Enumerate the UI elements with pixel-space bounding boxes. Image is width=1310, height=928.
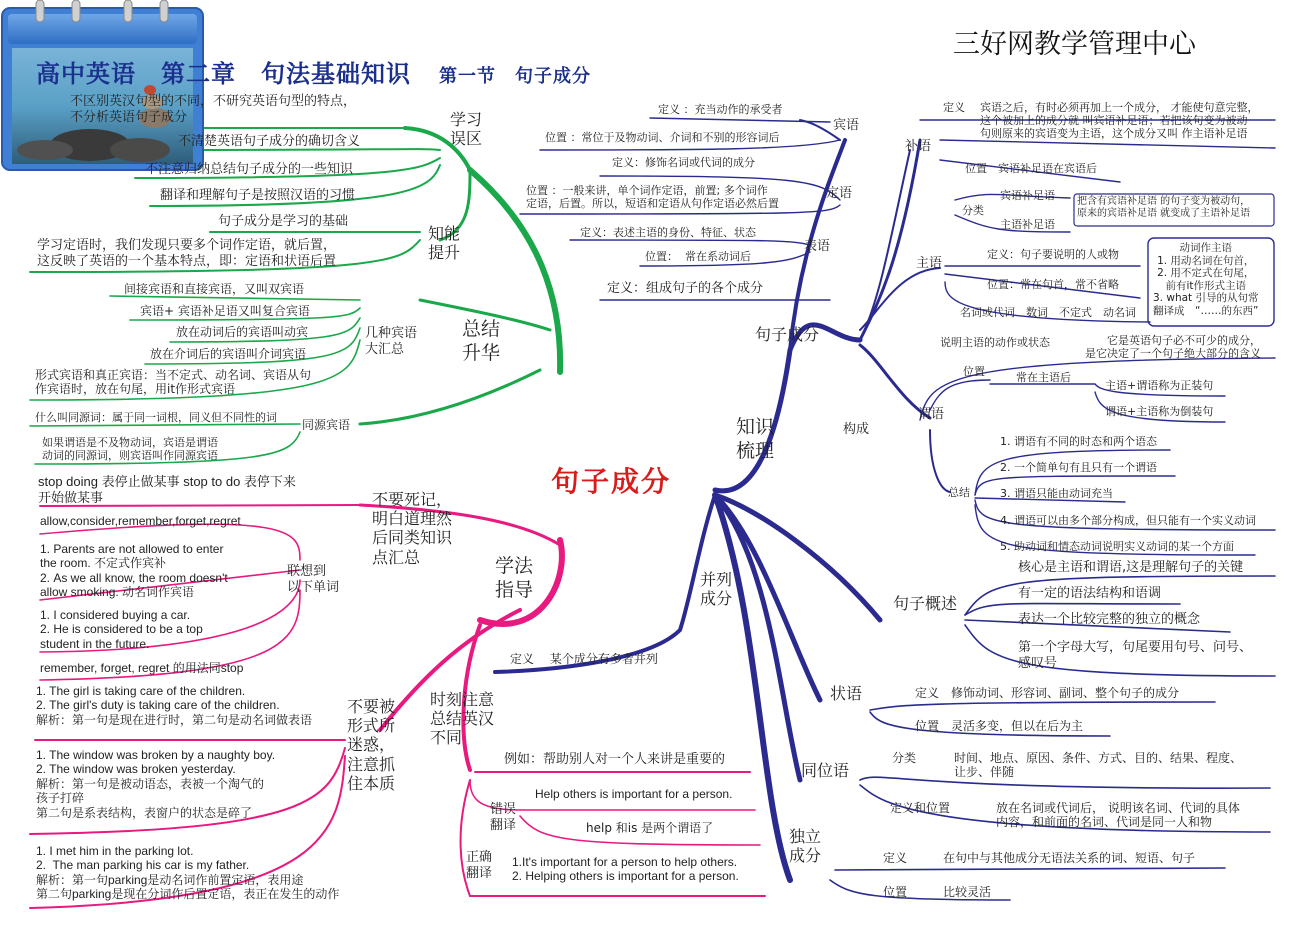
complement-class-note: 把含有宾语补足语 的句子变为被动句， 原来的宾语补足语 就变成了主语补足语 xyxy=(1077,196,1251,219)
pitfall-item: 不区别英汉句型的不同，不研究英语句型的特点， 不分析英语句子成分 xyxy=(70,94,357,125)
wrong-translation-label: 错误 翻译 xyxy=(490,802,517,833)
predicative-item: 位置： 常在系动词后 xyxy=(645,250,751,263)
center-title: 句子成分 xyxy=(550,465,671,498)
overview-item: 表达一个比较完整的独立的概念 xyxy=(1018,612,1201,627)
predicate-desc-text: 它是英语句子必不可少的成分， 是它决定了一个句子绝大部分的含义 xyxy=(1085,334,1261,361)
improve-item: 句子成分是学习的基础 xyxy=(218,214,349,229)
pitfalls-label: 学习 误区 xyxy=(450,110,483,149)
object-item: 宾语+ 宾语补足语又叫复合宾语 xyxy=(140,304,310,318)
stop-note: stop doing 表停止做某事 stop to do 表停下来 开始做某事 xyxy=(38,474,296,505)
subject-kinds: 名词或代词 数词 不定式 动名词 xyxy=(960,306,1136,319)
form-item: 1. I met him in the parking lot. 2. The man parking his car is my father. 解析：第一句parking是动名词作前置定语，表用途 第二句parking是现在分词作后置定语，表正在发生的动作 xyxy=(36,844,340,902)
form-label: 不要被 形式所 迷惑， 注意抓 住本质 xyxy=(347,697,396,793)
branch-method-label: 学法 指导 xyxy=(495,555,534,601)
page-title xyxy=(36,54,591,89)
parallel-def: 定义 某个成分有多者并列 xyxy=(510,652,658,666)
components-definition: 定义：组成句子的各个成分 xyxy=(607,281,764,296)
assoc-label: 联想到 以下单词 xyxy=(287,564,340,595)
parallel-label: 并列 成分 xyxy=(700,570,733,609)
assoc-item: remember, forget, regret 的用法同stop xyxy=(40,661,244,675)
object-item: 放在动词后的宾语叫动宾 xyxy=(176,325,309,339)
complement-def-label: 定义 xyxy=(943,101,965,114)
attributive-item: 定义：修饰名词或代词的成分 xyxy=(612,156,755,169)
adverbial-item: 位置 灵活多变，但以在后为主 xyxy=(915,719,1084,733)
complement-def-text: 宾语之后，有时必须再加上一个成分， 才能使句意完整， 这个被加上的成分就 叫宾语补足语；若把该句变为被动 句则原来的宾语变为主语，这个成分又叫 作主语补足语 xyxy=(980,101,1259,141)
cognate-item: 什么叫同源词：属于同一词根，同义但不同性的词 xyxy=(35,411,277,424)
wrong-translation-item: Help others is important for a person. xyxy=(535,787,733,801)
overview-item: 核心是主语和谓语,这是理解句子的关键 xyxy=(1018,560,1244,575)
appositive-class-text: 时间、地点、原因、条件、方式、目的、结果、程度、 让步、伴随 xyxy=(954,751,1243,780)
adverbial-label: 状语 xyxy=(830,684,863,703)
difference-example: 例如：帮助别人对一个人来讲是重要的 xyxy=(504,752,726,767)
independent-label: 独立 成分 xyxy=(789,827,822,866)
appositive-def-label: 定义和位置 xyxy=(890,801,951,815)
cognate-item: 如果谓语是不及物动词，宾语是谓语 动词的同源词，则宾语叫作同源宾语 xyxy=(42,436,218,463)
predicate-desc-label: 说明主语的动作或状态 xyxy=(940,336,1050,349)
predicate-label: 谓语 xyxy=(918,407,945,422)
subject-item: 定义：句子要说明的人或物 xyxy=(987,248,1119,261)
overview-item: 第一个字母大写，句尾要用句号、问号、 感叹号 xyxy=(1018,640,1253,671)
right-translation-label: 正确 翻译 xyxy=(466,850,493,881)
object-label: 宾语 xyxy=(833,118,860,133)
improve-item: 学习定语时，我们发现只要多个词作定语，就后置， 这反映了英语的一个基本特点，即：定语和状语后置 xyxy=(37,238,337,269)
appositive-label: 同位语 xyxy=(801,761,850,780)
assoc-item: allow,consider,remember,forget,regret xyxy=(40,514,241,528)
subject-label: 主语 xyxy=(916,256,943,271)
components-label: 句子成分 xyxy=(755,325,820,344)
form-item: 1. The window was broken by a naughty boy. 2. The window was broken yesterday. 解析：第一句是被动语态，表被一个淘气的 孩子打碎 第二句是系表结构，表窗户的状态是碎了 xyxy=(36,748,276,820)
complement-position: 位置 宾语补足语在宾语后 xyxy=(965,162,1097,175)
complement-class-item: 主语补足语 xyxy=(1000,218,1055,231)
object-item: 间接宾语和直接宾语，又叫双宾语 xyxy=(124,282,305,296)
object-item: 形式宾语和真正宾语：当不定式、动名词、宾语从句 作宾语时，放在句尾，用it作形式宾语 xyxy=(35,368,312,397)
predicate-sum-item: 2. 一个简单句有且只有一个谓语 xyxy=(1000,461,1157,474)
complement-class-item: 宾语补足语 xyxy=(1000,189,1055,202)
predicate-pos-item: 主语+谓语称为正装句 xyxy=(1105,379,1214,392)
predicate-sum-item: 5. 助动词和情态动词说明实义动词的某一个方面 xyxy=(1000,540,1234,553)
difference-label: 时刻注意 总结英汉 不同 xyxy=(430,690,495,748)
subject-item: 位置：常在句首，常不省略 xyxy=(987,278,1119,291)
branch-summary-label: 总结 升华 xyxy=(462,318,501,364)
object-item: 位置 ：常位于及物动词、介词和不别的形容词后 xyxy=(545,131,780,144)
attributive-item: 位置 ：一般来讲，单个词作定语，前置; 多个词作 定语，后置。所以，短语和定语从句作定语必然后置 xyxy=(526,184,779,211)
predicate-sum-item: 1. 谓语有不同的时态和两个语态 xyxy=(1000,435,1157,448)
predicative-label: 表语 xyxy=(804,239,831,254)
pitfall-item: 不清楚英语句子成分的确切含义 xyxy=(178,134,361,149)
complement-class-label: 分类 xyxy=(962,204,984,217)
predicate-pos-item: 谓语+主语称为倒装句 xyxy=(1105,405,1214,418)
right-translation-item: 1.It's important for a person to help others. 2. Helping others is important for a person. xyxy=(512,855,739,884)
overview-item: 有一定的语法结构和语调 xyxy=(1018,586,1162,601)
predicate-pos-sub: 常在主语后 xyxy=(1016,371,1071,384)
overview-label: 句子概述 xyxy=(893,594,958,613)
assoc-item: 1. Parents are not allowed to enter the room. 不定式作宾补 2. As we all know, the room doesn't allow smoking. 动名词作宾语 xyxy=(40,542,228,600)
constitution-label: 构成 xyxy=(843,422,870,437)
independent-item: 位置 比较灵活 xyxy=(883,885,992,899)
predicate-sum-item: 4. 谓语可以由多个部分构成，但只能有一个实义动词 xyxy=(1000,514,1256,527)
branch-knowledge-label: 知识 梳理 xyxy=(736,416,775,462)
improve-label: 知能 提升 xyxy=(428,224,461,263)
complement-label: 补语 xyxy=(905,139,932,154)
assoc-item: 1. I considered buying a car. 2. He is considered to be a top student in the future. xyxy=(40,608,203,651)
predicate-pos-label: 位置 xyxy=(963,365,985,378)
pitfall-item: 不注意归纳总结句子成分的一些知识 xyxy=(145,162,354,177)
objects-label: 几种宾语 大汇总 xyxy=(365,326,418,357)
appositive-def-text: 放在名词或代词后， 说明该名词、代词的具体 内容，和前面的名词、代词是同一人和物 xyxy=(996,801,1240,830)
predicate-sum-item: 3. 谓语只能由动词充当 xyxy=(1000,487,1113,500)
form-item: 1. The girl is taking care of the children. 2. The girl's duty is taking care of the children. 解析：第一句是现在进行时，第二句是动名词做表语 xyxy=(36,684,313,727)
adverbial-item: 定义 修饰动词、形容词、副词、整个句子的成分 xyxy=(915,686,1180,700)
predicative-item: 定义：表述主语的身份、特征、状态 xyxy=(580,226,756,239)
object-item: 定义 ：充当动作的承受者 xyxy=(658,103,783,116)
page-title-text: 高中英语 第二章 句法基础知识 xyxy=(36,60,411,88)
wrong-translation-item: help 和is 是两个谓语了 xyxy=(586,821,714,835)
object-item: 放在介词后的宾语叫介词宾语 xyxy=(150,347,307,361)
subject-note: 动词作主语 1. 用动名词在句首， 2. 用不定式在句尾， 前有it作形式主语 3. what 引导的从句常 翻译成 “……的东西” xyxy=(1153,242,1259,317)
independent-item: 定义 在句中与其他成分无语法关系的词、短语、句子 xyxy=(883,851,1196,865)
appositive-class-label: 分类 xyxy=(892,751,917,765)
predicate-sum-label: 总结 xyxy=(948,486,970,499)
attributive-label: 定语 xyxy=(826,186,853,201)
pitfall-item: 翻译和理解句子是按照汉语的习惯 xyxy=(160,188,356,203)
memorize-label: 不要死记， 明白道理然 后同类知识 点汇总 xyxy=(372,490,453,567)
brand-name: 三好网教学管理中心 xyxy=(953,29,1196,60)
cognate-label: 同源宾语 xyxy=(302,418,351,432)
page-subtitle: 第一节 句子成分 xyxy=(439,66,591,87)
